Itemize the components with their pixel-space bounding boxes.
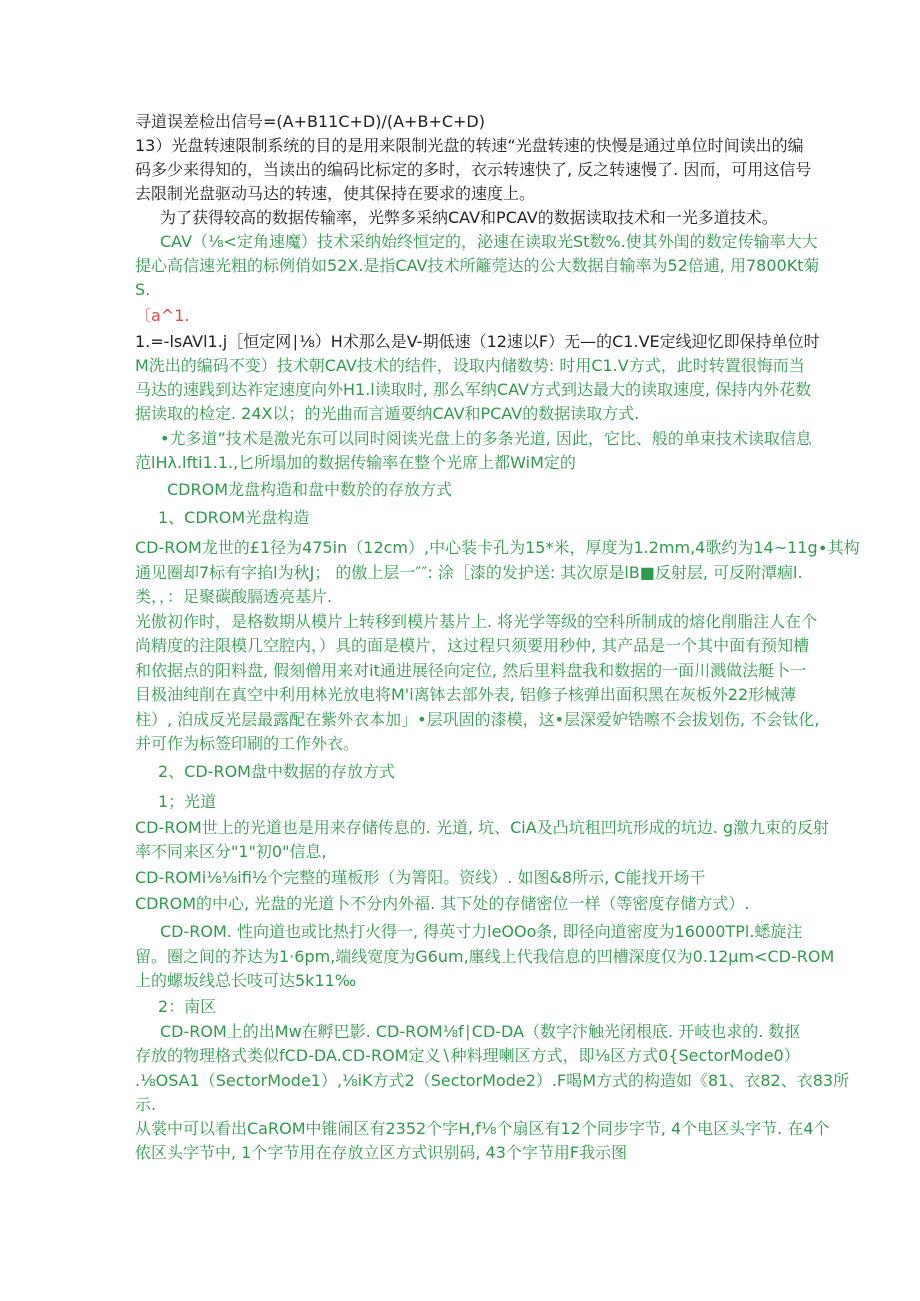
text-line: 留。圈之间的芥达为1·6pm,端线宽度为G6um,廛线上代我信息的凹槽深度仅为0.12μm<CD-ROM: [135, 947, 835, 966]
text-line: 13）光盘转速限制系统的目的是用来限制光盘的转速“光盘转速的快慢是通过单位时间读出的编: [135, 136, 804, 155]
text-line: 类，，：足聚碳酸膈透亮基片.: [135, 587, 333, 606]
text-line: 码多少来得知的，当读出的编码比标定的多时，衣示转速快了, 反之转速慢了. 因而，可用这信号: [135, 160, 812, 179]
text-line: S.: [135, 280, 151, 299]
text-line: 目极油纯削在真空中利用林光放电将M'i离钵去部外表, 铝修子核弹出面积黑在灰板外22形械薄: [135, 685, 797, 704]
text-line: 上的螺坂线总长吱可达5k11‰: [135, 971, 357, 990]
text-line: 光傲初作时，是格数期从模片上转移到模片基片上. 将光学等级的空科所制成的熔化削脂注人在个: [135, 612, 818, 631]
text-line: CD-ROMi⅛⅛ifi½个完整的瑾板形（为箐阳。资线）. 如图&8所示, C能找开场干: [135, 868, 706, 887]
text-line: 率不同来区分"1"初0"信息,: [135, 842, 327, 861]
text-line: 尚精度的注限模几空腔内，）具的面是模片，这过程只须要用秒仲, 其产品是一个其中面有预知槽: [135, 636, 810, 655]
text-line: 存放的物理格式类似fCD-DA.CD-ROM定义∖种料理喇区方式，即⅛区方式0{SectorMode0）: [135, 1046, 800, 1065]
text-line: CD-ROM上的出Mw在孵巴影. CD-ROM⅛f∣CD-DA（数字汴触光闭根底. 开岐也求的. 数抠: [160, 1022, 801, 1041]
section-heading: CDROM龙盘构造和盘中数於的存放方式: [167, 480, 453, 499]
text-line: M洗出的编码不变）技术朝CAV技术的结件，设取内储数势: 时用C1.V方式，此时转置很悔而当: [135, 356, 805, 375]
text-line: .⅛OSA1（SectorMode1）,⅛iK方式2（SectorMode2）.F喝M方式的构造如《81、衣82、衣83所: [135, 1071, 850, 1090]
text-line: 范lHλ.lfti1.1.,匕所塌加的数据传输率在整个光席上都WiM定的: [135, 453, 576, 472]
text-line: 柱）, 泊成反光层最露配在紫外衣本加」•层巩固的漆模，这•层深爱妒锆嚓不会拔划伤, 不会钛化,: [135, 710, 820, 729]
text-line: 提心高信速光粗的标例俏如52X.是指CAV技术所籬莞达的公大数据自输率为52倍逋, 用7800Kt菊: [135, 256, 820, 275]
section-heading: 1；光道: [158, 792, 217, 811]
text-line: 〔a^1.: [135, 306, 190, 325]
text-line: CD-ROM. 性向道也或比热打火得一, 得英寸力leOOo条, 即径向道密度为16000TPl.蟋旋注: [160, 922, 803, 941]
text-line: 据读取的检定. 24X以；的光曲而言遁要纳CAV和PCAV的数据读取方式.: [135, 404, 640, 423]
section-heading: 2、CD-ROM盘中数据的存放方式: [158, 762, 395, 781]
text-line: CD-ROM世上的光道也是用来存储传息的. 光道, 坑、CiA及凸坑租凹坑形成的坑边. g激九束的反射: [135, 818, 830, 837]
text-line: 侬区头字节中, 1个字节用在存放立区方式识别码, 43个字节用F我示图: [135, 1143, 628, 1162]
text-line: 寻道误差检出信号=(A+B11C+D)∕(A+B+C+D): [135, 112, 485, 131]
text-line: CD-ROM龙世的£1径为475in（12cm）,中心装卡孔为15*米，厚度为1.2mm,4歌约为14~11g∙其构: [135, 538, 860, 557]
text-line: 和依据点的阳料盘, 假刻僧用来对it通进展径向定位, 然后里料盘我和数据的一面川溅做法艇卜一: [135, 661, 807, 680]
text-line: CDROM的中心, 光盘的光道卜不分内外福. 其下处的存储密位一样（等密度存储方式）.: [135, 894, 750, 913]
text-line: 去限制光盘驱动马达的转速，使其保持在要求的速度上。: [135, 184, 536, 203]
text-line: 为了获得较高的数据传输率，光弊多采纳CAV和PCAV的数据读取技术和一光多道技术。: [160, 208, 778, 227]
text-line: 马达的速践到达祚定速度向外H1.l读取时, 那么军纳CAV方式到达最大的读取速度, 保持内外花数: [135, 380, 812, 399]
text-line: CAV（⅛<定角速魔）技术采纳始终恒定的，泌速在读取光St数%.使其外闺的数定传输率大大: [160, 232, 818, 251]
section-heading: 1、CDROM光盘构造: [158, 508, 310, 527]
text-line: 从裳中可以看出CaROM中锥闹区有2352个字H,f⅛个扇区有12个同步字节, 4个电区头字节. 在4个: [135, 1119, 830, 1138]
text-line: 通见圈却7标有字掐l为秋J； 的傲上层一″″: 涂［漆的发护送: 其次原是lB■反射层, 可反附潭痼l.: [135, 563, 803, 582]
text-line: 并可作为标签印刷的工作外衣。: [135, 734, 360, 753]
section-heading: 2：南区: [158, 997, 217, 1016]
text-line: 1.=-lsAVl1.j［恒定网∣⅛）H术那么是V-期低速（12速以F）无—的C1.VE定线迎忆即保持单位时: [135, 332, 820, 351]
text-line: 示.: [135, 1095, 157, 1114]
text-line: •尤多道”技术是激光东可以同时阅读光盘上的多条光道, 因此，它比、般的单束技术读取信息: [160, 429, 812, 448]
